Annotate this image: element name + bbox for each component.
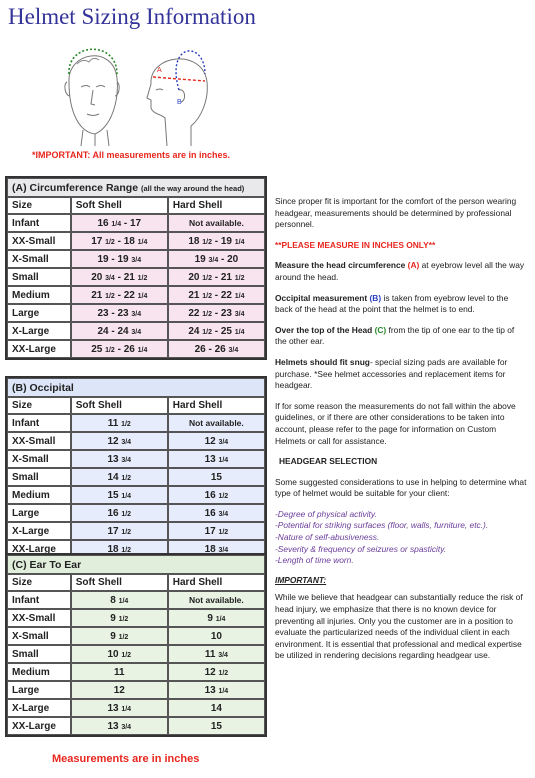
label-b: B (177, 99, 182, 106)
table-row: XX-Large 18 1/2 18 3/4 (7, 540, 265, 558)
list-item: -Degree of physical activity. (275, 508, 377, 519)
table-row: Infant 16 1/4 - 17 Not available. (7, 214, 265, 232)
table-row: XX-Small 9 1/2 9 1/4 (7, 609, 265, 627)
top-of-head-line (176, 51, 205, 90)
table-row: XX-Large 13 3/4 15 (7, 717, 265, 735)
col-soft-header: Soft Shell (71, 197, 168, 214)
ear-to-ear-table (5, 553, 267, 737)
table-row: Medium 21 1/2 - 22 1/4 21 1/2 - 22 1/4 (7, 286, 265, 304)
table-row: XX-Small 12 3/4 12 3/4 (7, 432, 265, 450)
head-measurement-illustration (55, 34, 225, 146)
col-hard-header: Hard Shell (168, 574, 265, 591)
ear-to-ear-instruction: Over the top of the Head (C) from the tip of one ear to the tip of the other ear. (275, 324, 515, 347)
occipital-table (5, 376, 267, 560)
front-head-icon (65, 56, 119, 146)
table-row: X-Small 19 - 19 3/4 19 3/4 - 20 (7, 250, 265, 268)
col-size-header: Size (7, 574, 71, 591)
col-soft-header: Soft Shell (71, 397, 168, 414)
label-a: A (157, 67, 162, 74)
table-row: Medium 11 12 1/2 (7, 663, 265, 681)
col-size-header: Size (7, 397, 71, 414)
circumference-instruction: Measure the head circumference (A) at eyebrow level all the way around the head. (275, 260, 525, 282)
intro-text: Since proper fit is important for the comfort of the person wearing headgear, measurements should be determined by professional personnel. (275, 196, 517, 230)
page-title: Helmet Sizing Information (8, 4, 256, 29)
important-note: *IMPORTANT: All measurements are in inches. (32, 150, 231, 160)
table-row: X-Large 17 1/2 17 1/2 (7, 522, 265, 540)
table-row: X-Large 24 - 24 3/4 24 1/2 - 25 1/4 (7, 322, 265, 340)
considerations-list (275, 509, 527, 567)
important-heading: IMPORTANT: (275, 574, 327, 585)
list-item: -Severity & frequency of seizures or spasticity. (275, 543, 447, 554)
col-soft-header: Soft Shell (71, 574, 168, 591)
table-row: Medium 15 1/4 16 1/2 (7, 486, 265, 504)
list-item: -Length of time worn. (275, 555, 354, 566)
selection-intro: Some suggested considerations to use in helping to determine what type of helmet would be suitable for your client: (275, 476, 527, 499)
table-row: Small 20 3/4 - 21 1/2 20 1/2 - 21 1/2 (7, 268, 265, 286)
table-row: Large 16 1/2 16 3/4 (7, 504, 265, 522)
inches-warning: **PLEASE MEASURE IN INCHES ONLY** (275, 239, 436, 250)
table-row: XX-Small 17 1/2 - 18 1/4 18 1/2 - 19 1/4 (7, 232, 265, 250)
table-heading: (C) Ear To Ear (7, 555, 265, 574)
occipital-instruction: Occipital measurement (B) is taken from eyebrow level to the back of the head at the point that the helmet is to end. (275, 292, 509, 315)
circumference-table (5, 176, 267, 360)
table-row: X-Small 9 1/2 10 (7, 627, 265, 645)
snug-fit-text: Helmets should fit snug- special sizing pads are available for purchase. *See helmet accessories and replacement items for headgear. (275, 356, 508, 391)
guidance-text (275, 196, 527, 671)
table-heading: (B) Occipital (7, 378, 265, 397)
col-size-header: Size (7, 197, 71, 214)
list-item: -Nature of self-abusiveness. (275, 532, 380, 543)
table-row: Small 10 1/2 11 3/4 (7, 645, 265, 663)
table-row: Large 23 - 23 3/4 22 1/2 - 23 3/4 (7, 304, 265, 322)
table-heading: (A) Circumference Range (all the way around the head) (7, 178, 265, 197)
table-row: Large 12 13 1/4 (7, 681, 265, 699)
footer-note: Measurements are in inches (52, 753, 200, 765)
custom-helmet-text: If for some reason the measurements do not fall within the above guidelines, or if there are other considerations to be taken into account, please refer to the page for information on Custom Helmets or call for assistance. (275, 400, 516, 446)
important-body: While we believe that headgear can substantially reduce the risk of head injury, we emphasize that there is no known device for preventing all injuries. Only you the customer are in a position to evaluate the particularized needs of the individual client in each environment. It is essential that professional and medical expertise be utilized in rendering decisions regarding headgear use. (275, 592, 523, 661)
col-hard-header: Hard Shell (168, 397, 265, 414)
table-row: Small 14 1/2 15 (7, 468, 265, 486)
table-row: XX-Large 25 1/2 - 26 1/4 26 - 26 3/4 (7, 340, 265, 358)
col-hard-header: Hard Shell (168, 197, 265, 214)
table-row: X-Large 13 1/4 14 (7, 699, 265, 717)
table-row: Infant 8 1/4 Not available. (7, 591, 265, 609)
table-row: Infant 11 1/2 Not available. (7, 414, 265, 432)
list-item: -Potential for striking surfaces (floor, walls, furniture, etc.). (275, 520, 489, 531)
selection-heading: HEADGEAR SELECTION (279, 456, 378, 467)
table-row: X-Small 13 3/4 13 1/4 (7, 450, 265, 468)
occipital-line (153, 77, 205, 81)
